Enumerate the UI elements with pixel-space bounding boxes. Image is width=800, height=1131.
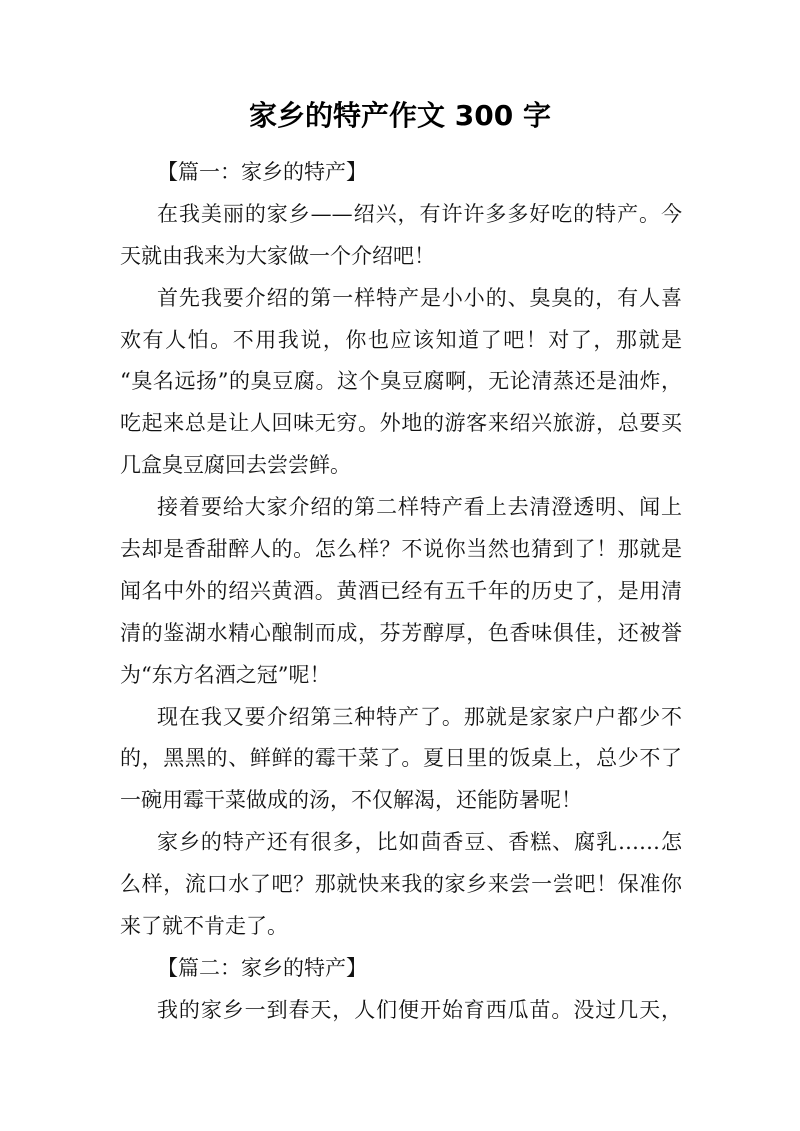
text-line: 接着要给大家介绍的第二样特产看上去清澄透明、闻上 [157, 495, 682, 520]
paragraph [120, 278, 682, 487]
document-body [120, 152, 682, 1032]
text-line: 在我美丽的家乡——绍兴，有许许多多好吃的特产。今 [157, 201, 682, 226]
text-line: 为“东方名酒之冠”呢！ [120, 662, 331, 687]
paragraph [120, 194, 682, 278]
section-heading [120, 948, 682, 990]
text-line: 【篇二：家乡的特产】 [157, 955, 367, 980]
text-line: 天就由我来为大家做一个介绍吧！ [120, 243, 435, 268]
text-line: 闻名中外的绍兴黄酒。黄酒已经有五千年的历史了，是用清 [120, 578, 682, 603]
text-line: 的，黑黑的、鲜鲜的霉干菜了。夏日里的饭桌上，总少不了 [120, 746, 682, 771]
paragraph [120, 697, 682, 823]
text-line: 几盒臭豆腐回去尝尝鲜。 [120, 453, 351, 478]
text-line: 吃起来总是让人回味无穷。外地的游客来绍兴旅游，总要买 [120, 411, 682, 436]
text-line: 首先我要介绍的第一样特产是小小的、臭臭的，有人喜 [157, 285, 682, 310]
paragraph [120, 822, 682, 948]
paragraph [120, 990, 682, 1032]
text-line: 现在我又要介绍第三种特产了。那就是家家户户都少不 [157, 704, 682, 729]
text-line: 一碗用霉干菜做成的汤，不仅解渴，还能防暑呢！ [120, 788, 582, 813]
text-line: 欢有人怕。不用我说，你也应该知道了吧！对了，那就是 [120, 327, 682, 352]
paragraph [120, 487, 682, 696]
document-title: 家乡的特产作文 300 字 [249, 99, 551, 132]
text-line: 【篇一：家乡的特产】 [157, 160, 367, 184]
text-line: 清的鉴湖水精心酿制而成，芬芳醇厚，色香味俱佳，还被誉 [120, 620, 682, 645]
text-line: 来了就不肯走了。 [120, 914, 288, 939]
text-line: 我的家乡一到春天，人们便开始育西瓜苗。没过几天， [157, 997, 682, 1022]
text-line: “臭名远扬”的臭豆腐。这个臭豆腐啊，无论清蒸还是油炸， [120, 369, 682, 394]
text-line: 么样，流口水了吧？那就快来我的家乡来尝一尝吧！保准你 [120, 872, 682, 897]
text-line: 家乡的特产还有很多，比如茴香豆、香糕、腐乳……怎 [157, 830, 682, 855]
section-heading [120, 152, 682, 194]
text-line: 去却是香甜醉人的。怎么样？不说你当然也猜到了！那就是 [120, 537, 682, 562]
